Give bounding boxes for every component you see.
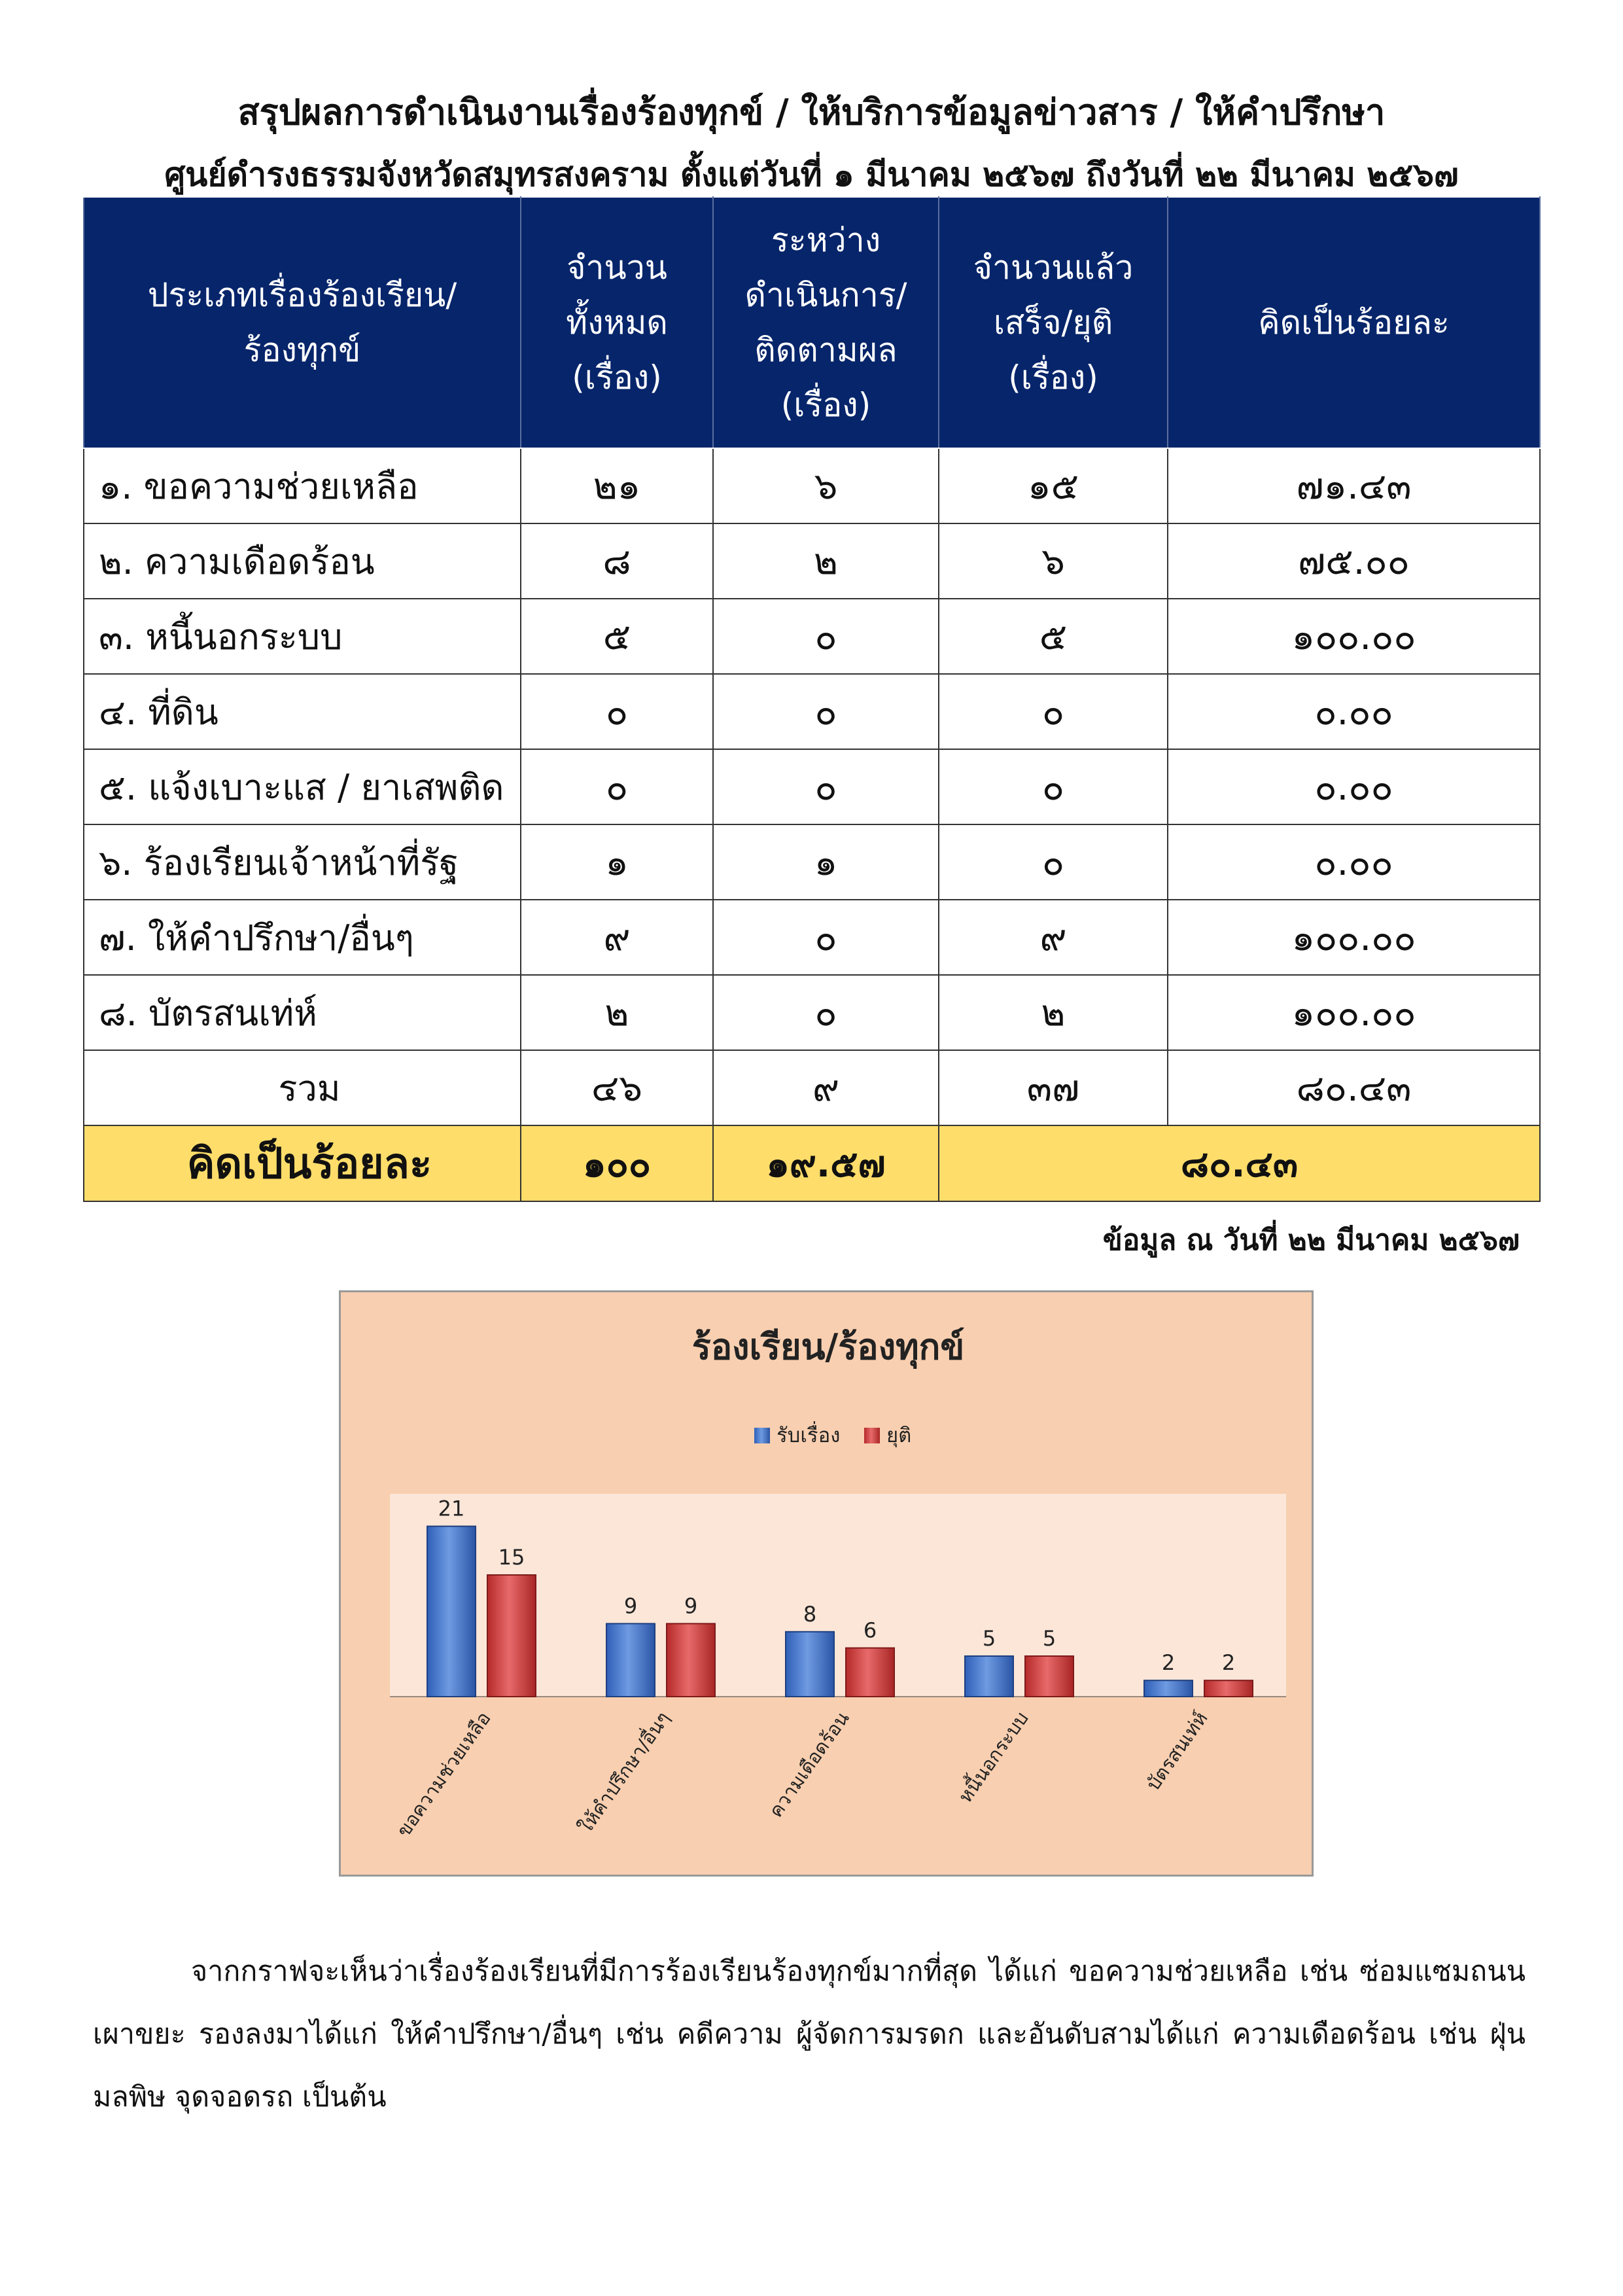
cell-done: ๒	[939, 975, 1168, 1050]
percent-total: ๑๐๐	[521, 1125, 713, 1201]
header-percent: คิดเป็นร้อยละ	[1168, 197, 1540, 448]
cell-percent: ๗๑.๔๓	[1168, 448, 1540, 523]
report-title: สรุปผลการดำเนินงานเรื่องร้องทุกข์ / ให้บริการข้อมูลข่าวสาร / ให้คำปรึกษา	[237, 92, 1386, 133]
bar-received	[1144, 1680, 1193, 1697]
row-label: ๘. บัตรสนเท่ห์	[84, 975, 521, 1050]
cell-percent: ๗๕.๐๐	[1168, 523, 1540, 599]
legend-swatch-resolved	[864, 1428, 880, 1443]
header-total: จำนวน ทั้งหมด (เรื่อง)	[521, 197, 713, 448]
bar-resolved	[667, 1623, 715, 1697]
row-label: ๑. ขอความช่วยเหลือ	[84, 448, 521, 523]
chart-canvas	[341, 1292, 1316, 1879]
data-label: 2	[1161, 1650, 1176, 1676]
cell-total: ๒	[521, 975, 713, 1050]
table-row	[84, 900, 1540, 975]
percent-row	[84, 1125, 1540, 1201]
row-label: ๗. ให้คำปรึกษา/อื่นๆ	[84, 900, 521, 975]
complaints-chart	[339, 1290, 1314, 1877]
data-label: 9	[623, 1593, 638, 1619]
cell-done: ๐	[939, 674, 1168, 749]
cell-percent: ๐.๐๐	[1168, 749, 1540, 824]
row-label: ๖. ร้องเรียนเจ้าหน้าที่รัฐ	[84, 824, 521, 900]
bar-received	[427, 1527, 476, 1697]
cell-total: ๕	[521, 599, 713, 674]
summary-paragraph	[93, 1940, 1526, 2128]
chart-title: ร้องเรียน/ร้องทุกข์	[691, 1326, 965, 1368]
cell-pending: ๑	[713, 824, 939, 900]
category-label: ขอความช่วยเหลือ	[392, 1707, 495, 1841]
table-row	[84, 749, 1540, 824]
table-row	[84, 448, 1540, 523]
percent-pending: ๑๙.๕๗	[713, 1125, 939, 1201]
bar-received	[786, 1632, 834, 1697]
total-label: รวม	[84, 1050, 521, 1125]
table-row	[84, 824, 1540, 900]
header-pending: ระหว่าง ดำเนินการ/ ติดตามผล (เรื่อง)	[713, 197, 939, 448]
data-label: 21	[438, 1496, 465, 1521]
total-percent: ๘๐.๔๓	[1168, 1050, 1540, 1125]
data-label: 2	[1221, 1650, 1236, 1676]
cell-done: ๙	[939, 900, 1168, 975]
cell-done: ๖	[939, 523, 1168, 599]
cell-total: ๐	[521, 674, 713, 749]
data-label: 5	[1042, 1626, 1056, 1651]
table-header-row	[84, 197, 1540, 448]
cell-total: ๐	[521, 749, 713, 824]
cell-percent: ๑๐๐.๐๐	[1168, 900, 1540, 975]
data-as-of: ข้อมูล ณ วันที่ ๒๒ มีนาคม ๒๕๖๗	[1102, 1224, 1520, 1257]
category-label: ความเดือดร้อน	[764, 1707, 854, 1822]
cell-pending: ๐	[713, 599, 939, 674]
row-label: ๓. หนี้นอกระบบ	[84, 599, 521, 674]
cell-done: ๐	[939, 749, 1168, 824]
cell-total: ๒๑	[521, 448, 713, 523]
total-done: ๓๗	[939, 1050, 1168, 1125]
cell-percent: ๑๐๐.๐๐	[1168, 975, 1540, 1050]
data-label: 8	[803, 1601, 817, 1627]
table-row	[84, 523, 1540, 599]
data-label: 9	[684, 1593, 698, 1619]
cell-pending: ๐	[713, 900, 939, 975]
cell-done: ๑๕	[939, 448, 1168, 523]
cell-percent: ๐.๐๐	[1168, 824, 1540, 900]
summary-text: จากกราฟจะเห็นว่าเรื่องร้องเรียนที่มีการร้องเรียนร้องทุกข์มากที่สุด ได้แก่ ขอความช่วยเหลือ เช่น ซ่อมแซมถนน เผาขยะ รองลงมาได้แก่ ให้คำปรึกษา/อื่นๆ เช่น คดีความ ผู้จัดการมรดก และอันดับสามได้แก่ ความเดือดร้อน เช่น ฝุ่นมลพิษ จุดจอดรถ เป็นต้น	[93, 1955, 1526, 2113]
total-pending: ๙	[713, 1050, 939, 1125]
cell-pending: ๐	[713, 674, 939, 749]
bar-resolved	[1025, 1656, 1073, 1697]
bar-received	[965, 1656, 1013, 1697]
header-done: จำนวนแล้ว เสร็จ/ยุติ (เรื่อง)	[939, 197, 1168, 448]
table-row	[84, 674, 1540, 749]
cell-percent: ๑๐๐.๐๐	[1168, 599, 1540, 674]
category-label: บัตรสนเท่ห์	[1142, 1707, 1212, 1795]
table-row	[84, 975, 1540, 1050]
total-total: ๔๖	[521, 1050, 713, 1125]
cell-total: ๘	[521, 523, 713, 599]
data-label: 5	[982, 1626, 996, 1651]
legend-label-resolved: ยุติ	[886, 1424, 912, 1447]
cell-pending: ๒	[713, 523, 939, 599]
category-label: หนี้นอกระบบ	[954, 1707, 1033, 1807]
bar-resolved	[487, 1575, 536, 1697]
percent-label: คิดเป็นร้อยละ	[84, 1125, 521, 1201]
category-label: ให้คำปรึกษา/อื่นๆ	[574, 1707, 674, 1837]
report-subtitle: ศูนย์ดำรงธรรมจังหวัดสมุทรสงคราม ตั้งแต่วันที่ ๑ มีนาคม ๒๕๖๗ ถึงวันที่ ๒๒ มีนาคม ๒๕๖๗	[164, 156, 1459, 194]
row-label: ๔. ที่ดิน	[84, 674, 521, 749]
cell-done: ๐	[939, 824, 1168, 900]
data-label: 6	[863, 1617, 877, 1643]
cell-total: ๑	[521, 824, 713, 900]
total-row	[84, 1050, 1540, 1125]
cell-percent: ๐.๐๐	[1168, 674, 1540, 749]
cell-total: ๙	[521, 900, 713, 975]
legend-swatch-received	[754, 1428, 770, 1443]
table-row	[84, 599, 1540, 674]
summary-table	[83, 196, 1541, 1202]
row-label: ๒. ความเดือดร้อน	[84, 523, 521, 599]
header-category: ประเภทเรื่องร้องเรียน/ ร้องทุกข์	[84, 197, 521, 448]
legend-label-received: รับเรื่อง	[777, 1424, 841, 1447]
bar-resolved	[1204, 1680, 1253, 1697]
bar-received	[606, 1623, 655, 1697]
cell-pending: ๐	[713, 749, 939, 824]
percent-done: ๘๐.๔๓	[939, 1125, 1540, 1201]
cell-done: ๕	[939, 599, 1168, 674]
row-label: ๕. แจ้งเบาะแส / ยาเสพติด	[84, 749, 521, 824]
data-label: 15	[498, 1545, 525, 1570]
bar-resolved	[846, 1648, 894, 1697]
chart-legend	[754, 1421, 911, 1448]
cell-pending: ๐	[713, 975, 939, 1050]
cell-pending: ๖	[713, 448, 939, 523]
